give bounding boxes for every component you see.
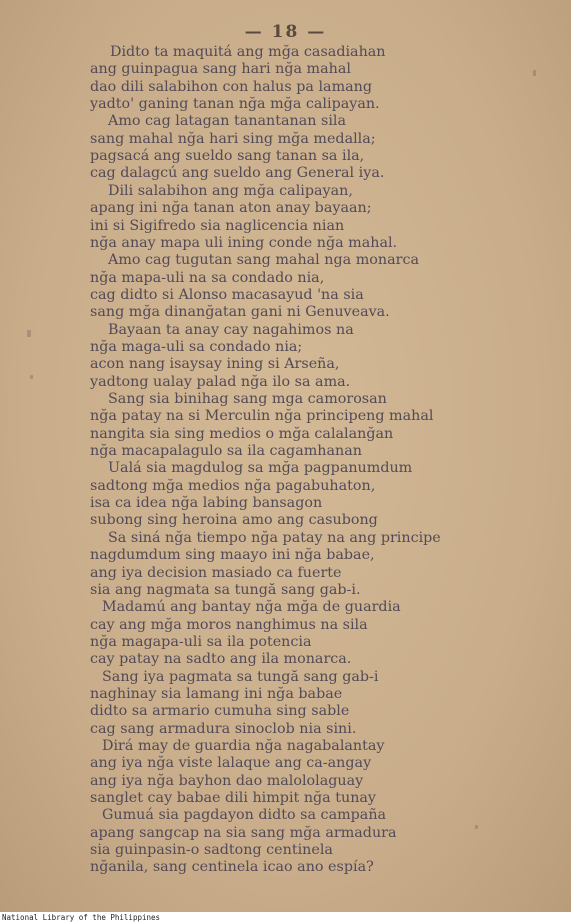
text-line: cag dalagcú ang sueldo ang General iya. bbox=[90, 165, 385, 182]
text-line: nğanila, sang centinela icao ano espía? bbox=[90, 859, 374, 876]
text-line: pagsacá ang sueldo sang tanan sa ila, bbox=[90, 148, 365, 165]
text-line: yadtong ualay palad nğa ilo sa ama. bbox=[90, 373, 351, 390]
text-line: sia ang nagmata sa tungă sang gab-i. bbox=[90, 581, 361, 598]
text-line: nğa anay mapa uli ining conde nğa mahal. bbox=[90, 234, 398, 251]
text-line: cay ang mğa moros nanghimus na sila bbox=[90, 616, 368, 633]
text-line: cag didto si Alonso macasayud 'na sia bbox=[90, 286, 364, 303]
text-line: sang mğa dinanğatan gani ni Genuveava. bbox=[90, 304, 390, 321]
text-line: Ualá sia magdulog sa mğa pagpanumdum bbox=[108, 460, 413, 477]
text-line: Didto ta maquitá ang mğa casadiahan bbox=[110, 44, 386, 60]
text-line: Sang iya pagmata sa tungă sang gab-i bbox=[102, 668, 379, 685]
text-line: Dili salabihon ang mğa calipayan, bbox=[108, 182, 353, 199]
text-line: ang iya decision masiado ca fuerte bbox=[90, 564, 342, 581]
text-line: Dirá may de guardia nğa nagabalantay bbox=[102, 738, 385, 754]
text-line: ang guinpagua sang hari nğa mahal bbox=[90, 61, 351, 78]
text-line: dao dili salabihon con halus pa lamang bbox=[90, 78, 373, 95]
page-number: — 18 — bbox=[244, 22, 327, 42]
text-line: Sa siná nğa tiempo nğa patay na ang principe bbox=[108, 529, 441, 546]
text-line: nğa maga-uli sa condado nia; bbox=[90, 338, 303, 355]
text-line: ini si Sigifredo sia naglicencia nian bbox=[90, 217, 345, 234]
text-line: sanglet cay babae dili himpit nğa tunay bbox=[90, 790, 377, 807]
text-line: Sang sia binihag sang mga camorosan bbox=[108, 391, 387, 407]
text-line: nğa macapalagulo sa ila cagamhanan bbox=[90, 443, 362, 460]
text-line: ang iya nğa viste lalaque ang ca-angay bbox=[90, 755, 372, 772]
footer-credit-bar bbox=[0, 912, 571, 923]
text-line: nğa mapa-uli na sa condado nia, bbox=[90, 269, 325, 286]
text-line: nangita sia sing medios o mğa calalanğan bbox=[90, 425, 394, 442]
text-line: nagdumdum sing maayo ini nğa babae, bbox=[90, 547, 375, 564]
text-line: Gumuá sia pagdayon didto sa campaña bbox=[102, 807, 387, 824]
text-line: Amo cag latagan tanantanan sila bbox=[108, 113, 347, 130]
text-line: sadtong mğa medios nğa pagabuhaton, bbox=[90, 477, 376, 494]
text-line: cay patay na sadto ang ila monarca. bbox=[90, 651, 352, 668]
text-line: Amo cag tugutan sang mahal nga monarca bbox=[108, 252, 419, 269]
text-line: isa ca idea nğa labing bansagon bbox=[90, 495, 323, 512]
margin-mark bbox=[30, 375, 33, 379]
margin-mark bbox=[475, 825, 478, 829]
margin-mark bbox=[27, 330, 31, 337]
text-line: naghinay sia lamang ini nğa babae bbox=[90, 685, 343, 702]
footer-credit: National Library of the Philippines bbox=[2, 913, 161, 922]
text-line: apang ini nğa tanan aton anay bayaan; bbox=[90, 200, 372, 217]
text-line: sia guinpasin-o sadtong centinela bbox=[90, 842, 333, 859]
text-line: ang iya nğa bayhon dao malololaguay bbox=[90, 772, 364, 789]
text-line: apang sangcap na sia sang mğa armadura bbox=[90, 824, 397, 841]
text-line: sang mahal nğa hari sing mğa medalla; bbox=[90, 130, 376, 147]
margin-mark bbox=[533, 70, 536, 76]
text-line: Bayaan ta anay cay nagahimos na bbox=[108, 321, 354, 338]
text-line: didto sa armario cumuha sing sable bbox=[90, 703, 350, 720]
text-line: nğa patay na si Merculin nğa principeng mahal bbox=[90, 408, 434, 425]
text-line: yadto' ganing tanan nğa mğa calipayan. bbox=[90, 96, 380, 113]
text-line: subong sing heroina amo ang casubong bbox=[90, 512, 378, 529]
text-line: Madamú ang bantay nğa mğa de guardia bbox=[102, 599, 401, 616]
text-line: cag sang armadura sinoclob nia sini. bbox=[90, 720, 357, 737]
text-line: nğa magapa-uli sa ila potencia bbox=[90, 633, 312, 650]
text-line: acon nang isaysay ining si Arseña, bbox=[90, 356, 340, 373]
